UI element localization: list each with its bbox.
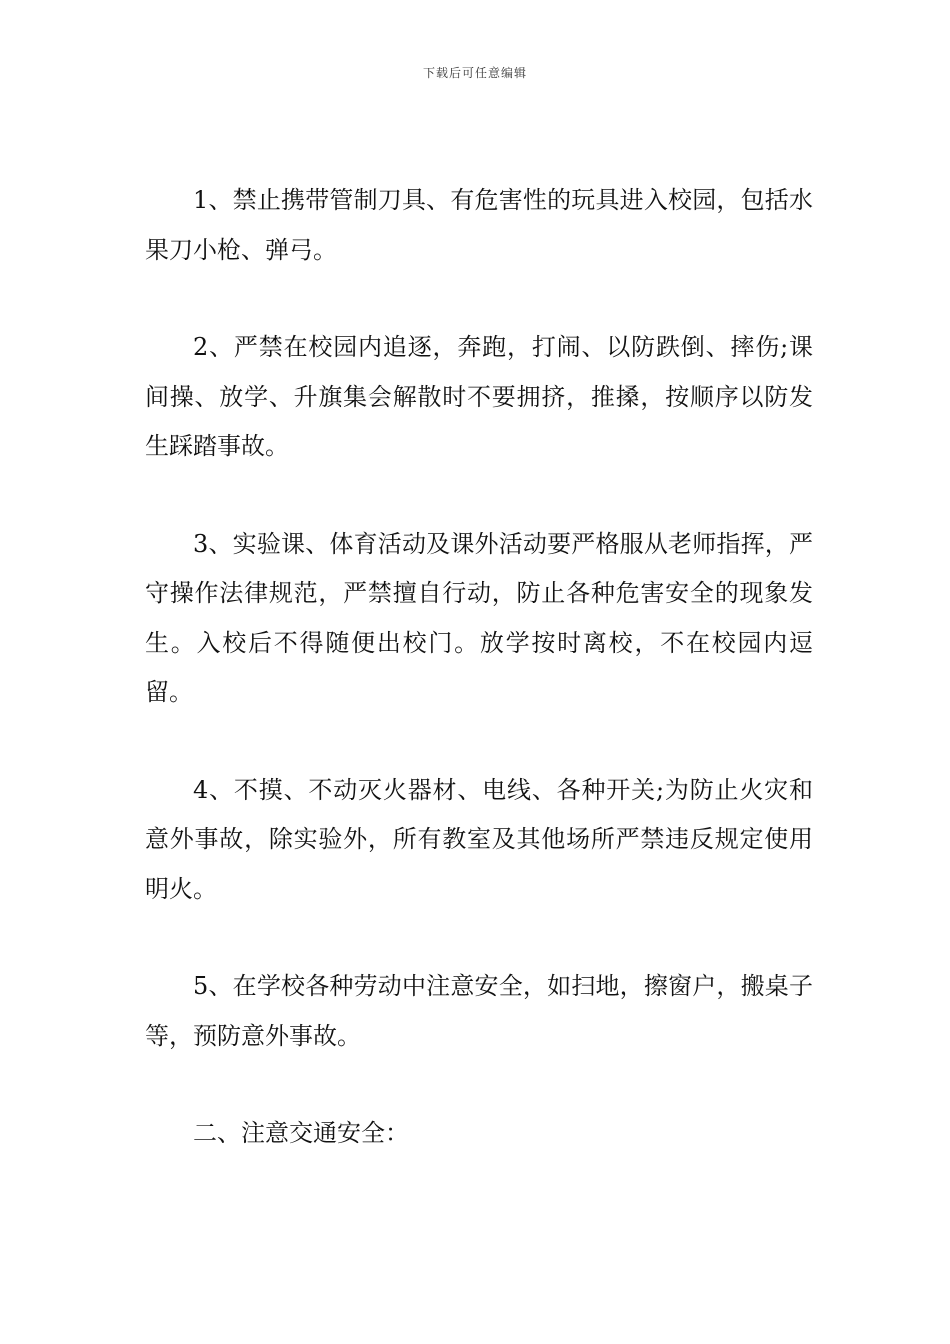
document-body xyxy=(145,176,813,1207)
rule-paragraph-1: 1、禁止携带管制刀具、有危害性的玩具进入校园，包括水果刀小枪、弹弓。 xyxy=(145,186,813,264)
rule-paragraph-2: 2、严禁在校园内追逐，奔跑，打闹、以防跌倒、摔伤;课间操、放学、升旗集会解散时不要拥挤，推搡，按顺序以防发生踩踏事故。 xyxy=(145,333,813,460)
rule-paragraph-3: 3、实验课、体育活动及课外活动要严格服从老师指挥，严守操作法律规范，严禁擅自行动，防止各种危害安全的现象发生。入校后不得随便出校门。放学按时离校，不在校园内逗留。 xyxy=(145,529,813,706)
rule-paragraph-4: 4、不摸、不动灭火器材、电线、各种开关;为防止火灾和意外事故，除实验外，所有教室及其他场所严禁违反规定使用明火。 xyxy=(145,775,813,903)
section-heading: 二、注意交通安全： xyxy=(193,1119,409,1147)
rule-paragraph-5: 5、在学校各种劳动中注意安全，如扫地，擦窗户，搬桌子等，预防意外事故。 xyxy=(145,972,813,1050)
page-header-note: 下载后可任意编辑 xyxy=(422,66,527,80)
